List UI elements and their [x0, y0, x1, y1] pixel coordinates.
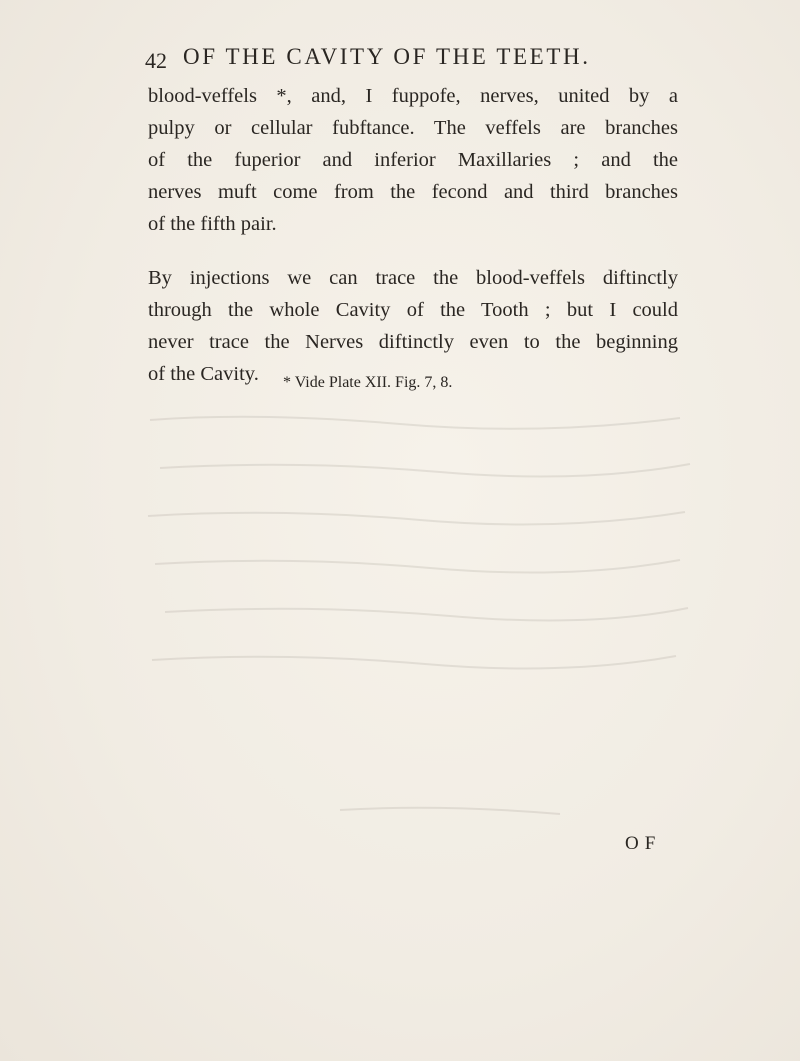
catchword: OF — [625, 833, 662, 854]
text-line: never trace the Nerves diftinctly even to the beginning — [148, 331, 678, 353]
text-line: nerves muft come from the fecond and third branches — [148, 181, 678, 203]
page-header — [145, 44, 705, 80]
running-head: OF THE CAVITY OF THE TEETH. — [183, 44, 591, 69]
text-line: of the fifth pair. — [148, 213, 277, 235]
paragraph — [148, 80, 678, 240]
show-through-texture — [140, 390, 700, 850]
text-line: of the Cavity. — [148, 363, 259, 385]
text-line: blood-veffels *, and, I fuppofe, nerves, united by a — [148, 85, 678, 107]
text-line: pulpy or cellular fubftance. The veffels are branches — [148, 117, 678, 139]
text-line: of the fuperior and inferior Maxillaries ; and the — [148, 149, 678, 171]
body-text — [148, 80, 678, 390]
page-number: 42 — [145, 48, 167, 73]
paragraph — [148, 262, 678, 390]
text-line: By injections we can trace the blood-veffels diftinctly — [148, 267, 678, 289]
footnote: * Vide Plate XII. Fig. 7, 8. — [283, 374, 453, 391]
text-line: through the whole Cavity of the Tooth ; but I could — [148, 299, 678, 321]
